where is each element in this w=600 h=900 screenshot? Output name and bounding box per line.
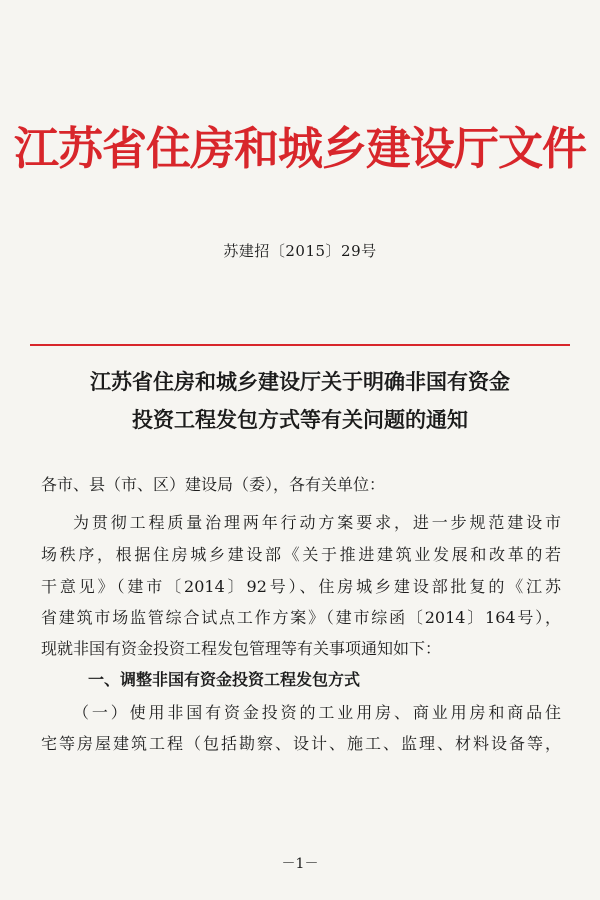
- body-paragraph-line: 干意见》（建市〔2014〕92号）、住房城乡建设部批复的《江苏: [41, 577, 561, 596]
- section-heading: 一、调整非国有资金投资工程发包方式: [88, 670, 361, 689]
- body-paragraph-line: 省建筑市场监管综合试点工作方案》（建市综函〔2014〕164号），: [41, 608, 561, 627]
- body-paragraph-line: 为贯彻工程质量治理两年行动方案要求，进一步规范建设市: [73, 513, 561, 532]
- agency-header-title: 江苏省住房和城乡建设厅文件: [13, 122, 586, 175]
- body-paragraph-line: 场秩序，根据住房城乡建设部《关于推进建筑业发展和改革的若: [41, 545, 561, 564]
- notice-title-line-1: 江苏省住房和城乡建设厅关于明确非国有资金: [90, 369, 510, 394]
- document-number: 苏建招〔2015〕29号: [223, 242, 377, 260]
- section-paragraph-line: （一）使用非国有资金投资的工业用房、商业用房和商品住: [73, 703, 561, 722]
- salutation: 各市、县（市、区）建设局（委），各有关单位：: [41, 475, 386, 494]
- notice-title-line-2: 投资工程发包方式等有关问题的通知: [132, 407, 468, 432]
- page-number: －1－: [281, 856, 319, 872]
- body-paragraph-line: 现就非国有资金投资工程发包管理等有关事项通知如下：: [41, 639, 442, 658]
- section-paragraph-line: 宅等房屋建筑工程（包括勘察、设计、施工、监理、材料设备等，: [41, 734, 561, 753]
- red-divider-rule: [30, 344, 570, 346]
